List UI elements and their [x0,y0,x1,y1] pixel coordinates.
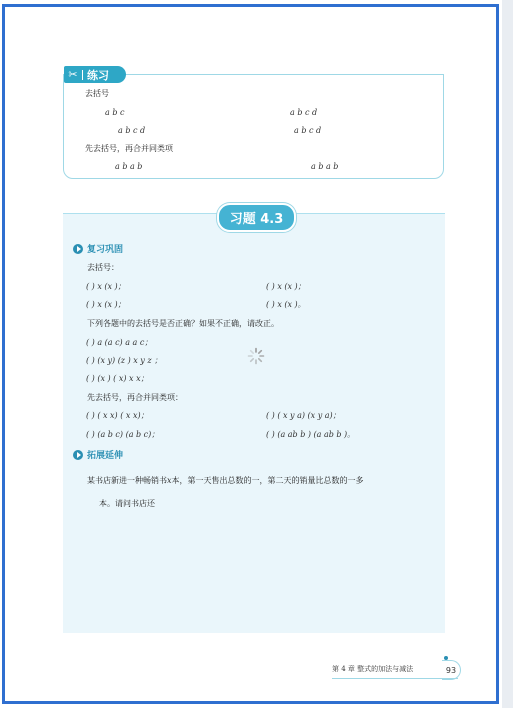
q4-line2: 本。请问书店还 [99,499,155,508]
play-bullet-icon [73,450,83,460]
practice-row3-right: a b a b [311,162,339,171]
q3-label: 先去括号，再合并同类项： [87,393,183,402]
review-heading-label: 复习巩固 [87,245,124,255]
practice-tab-label: 练习 [87,68,109,82]
q2-item-1: ( ) a (a c) a a c； [86,338,153,347]
q1-item-3: ( ) x (x )； [86,300,126,309]
q4-line1-rest: 本，第一天售出总数的一，第二天的销量比总数的一多 [171,476,364,485]
q1-item-4: ( ) x (x )。 [266,300,306,309]
practice-row1-right: a b c d [290,108,318,117]
q2-label: 下列各题中的去括号是否正确？如果不正确，请改正。 [87,319,279,328]
q4-variable: x [167,476,172,485]
page-number: 93 [442,660,461,680]
q2-item-2: ( ) (x y) (z ) x y z ； [86,356,163,365]
exercise-panel [63,213,445,633]
q3-item-4: ( ) (a ab b ) (a ab b )。 [266,430,356,439]
q1-item-2: ( ) x (x )； [266,282,306,291]
practice-top-rule [126,74,444,75]
practice-row2-right: a b c d [294,126,322,135]
practice-row2-left: a b c d [118,126,146,135]
q4-line1-start: 某书店新进一种畅销书 [87,476,167,485]
tab-divider [82,70,83,80]
page-footer [332,664,458,679]
loading-spinner-icon [247,347,265,365]
practice-row3-label: 先去括号，再合并同类项 [85,144,173,153]
practice-tab [64,66,126,83]
extend-heading-label: 拓展延伸 [87,451,124,461]
practice-row1-label: 去括号 [85,89,109,98]
tools-icon: ✂ [68,68,78,81]
practice-row3-left: a b a b [115,162,143,171]
q1-label: 去括号： [87,263,119,272]
q3-item-3: ( ) (a b c) (a b c)； [86,430,160,439]
q2-item-3: ( ) (x ) ( x) x x； [86,374,149,383]
review-heading [73,242,123,255]
extend-heading [73,448,123,461]
play-bullet-icon [73,244,83,254]
q4-line1 [87,475,364,486]
q3-item-1: ( ) ( x x) ( x x)； [86,411,149,420]
exercise-badge: 习题 4.3 [217,203,296,232]
scrollbar-track[interactable] [502,0,513,708]
q3-item-2: ( ) ( x y a) (x y a)； [266,411,341,420]
q1-item-1: ( ) x (x )； [86,282,126,291]
practice-row1-left: a b c [105,108,125,117]
chapter-title: 第 4 章 整式的加法与减法 [332,665,414,673]
